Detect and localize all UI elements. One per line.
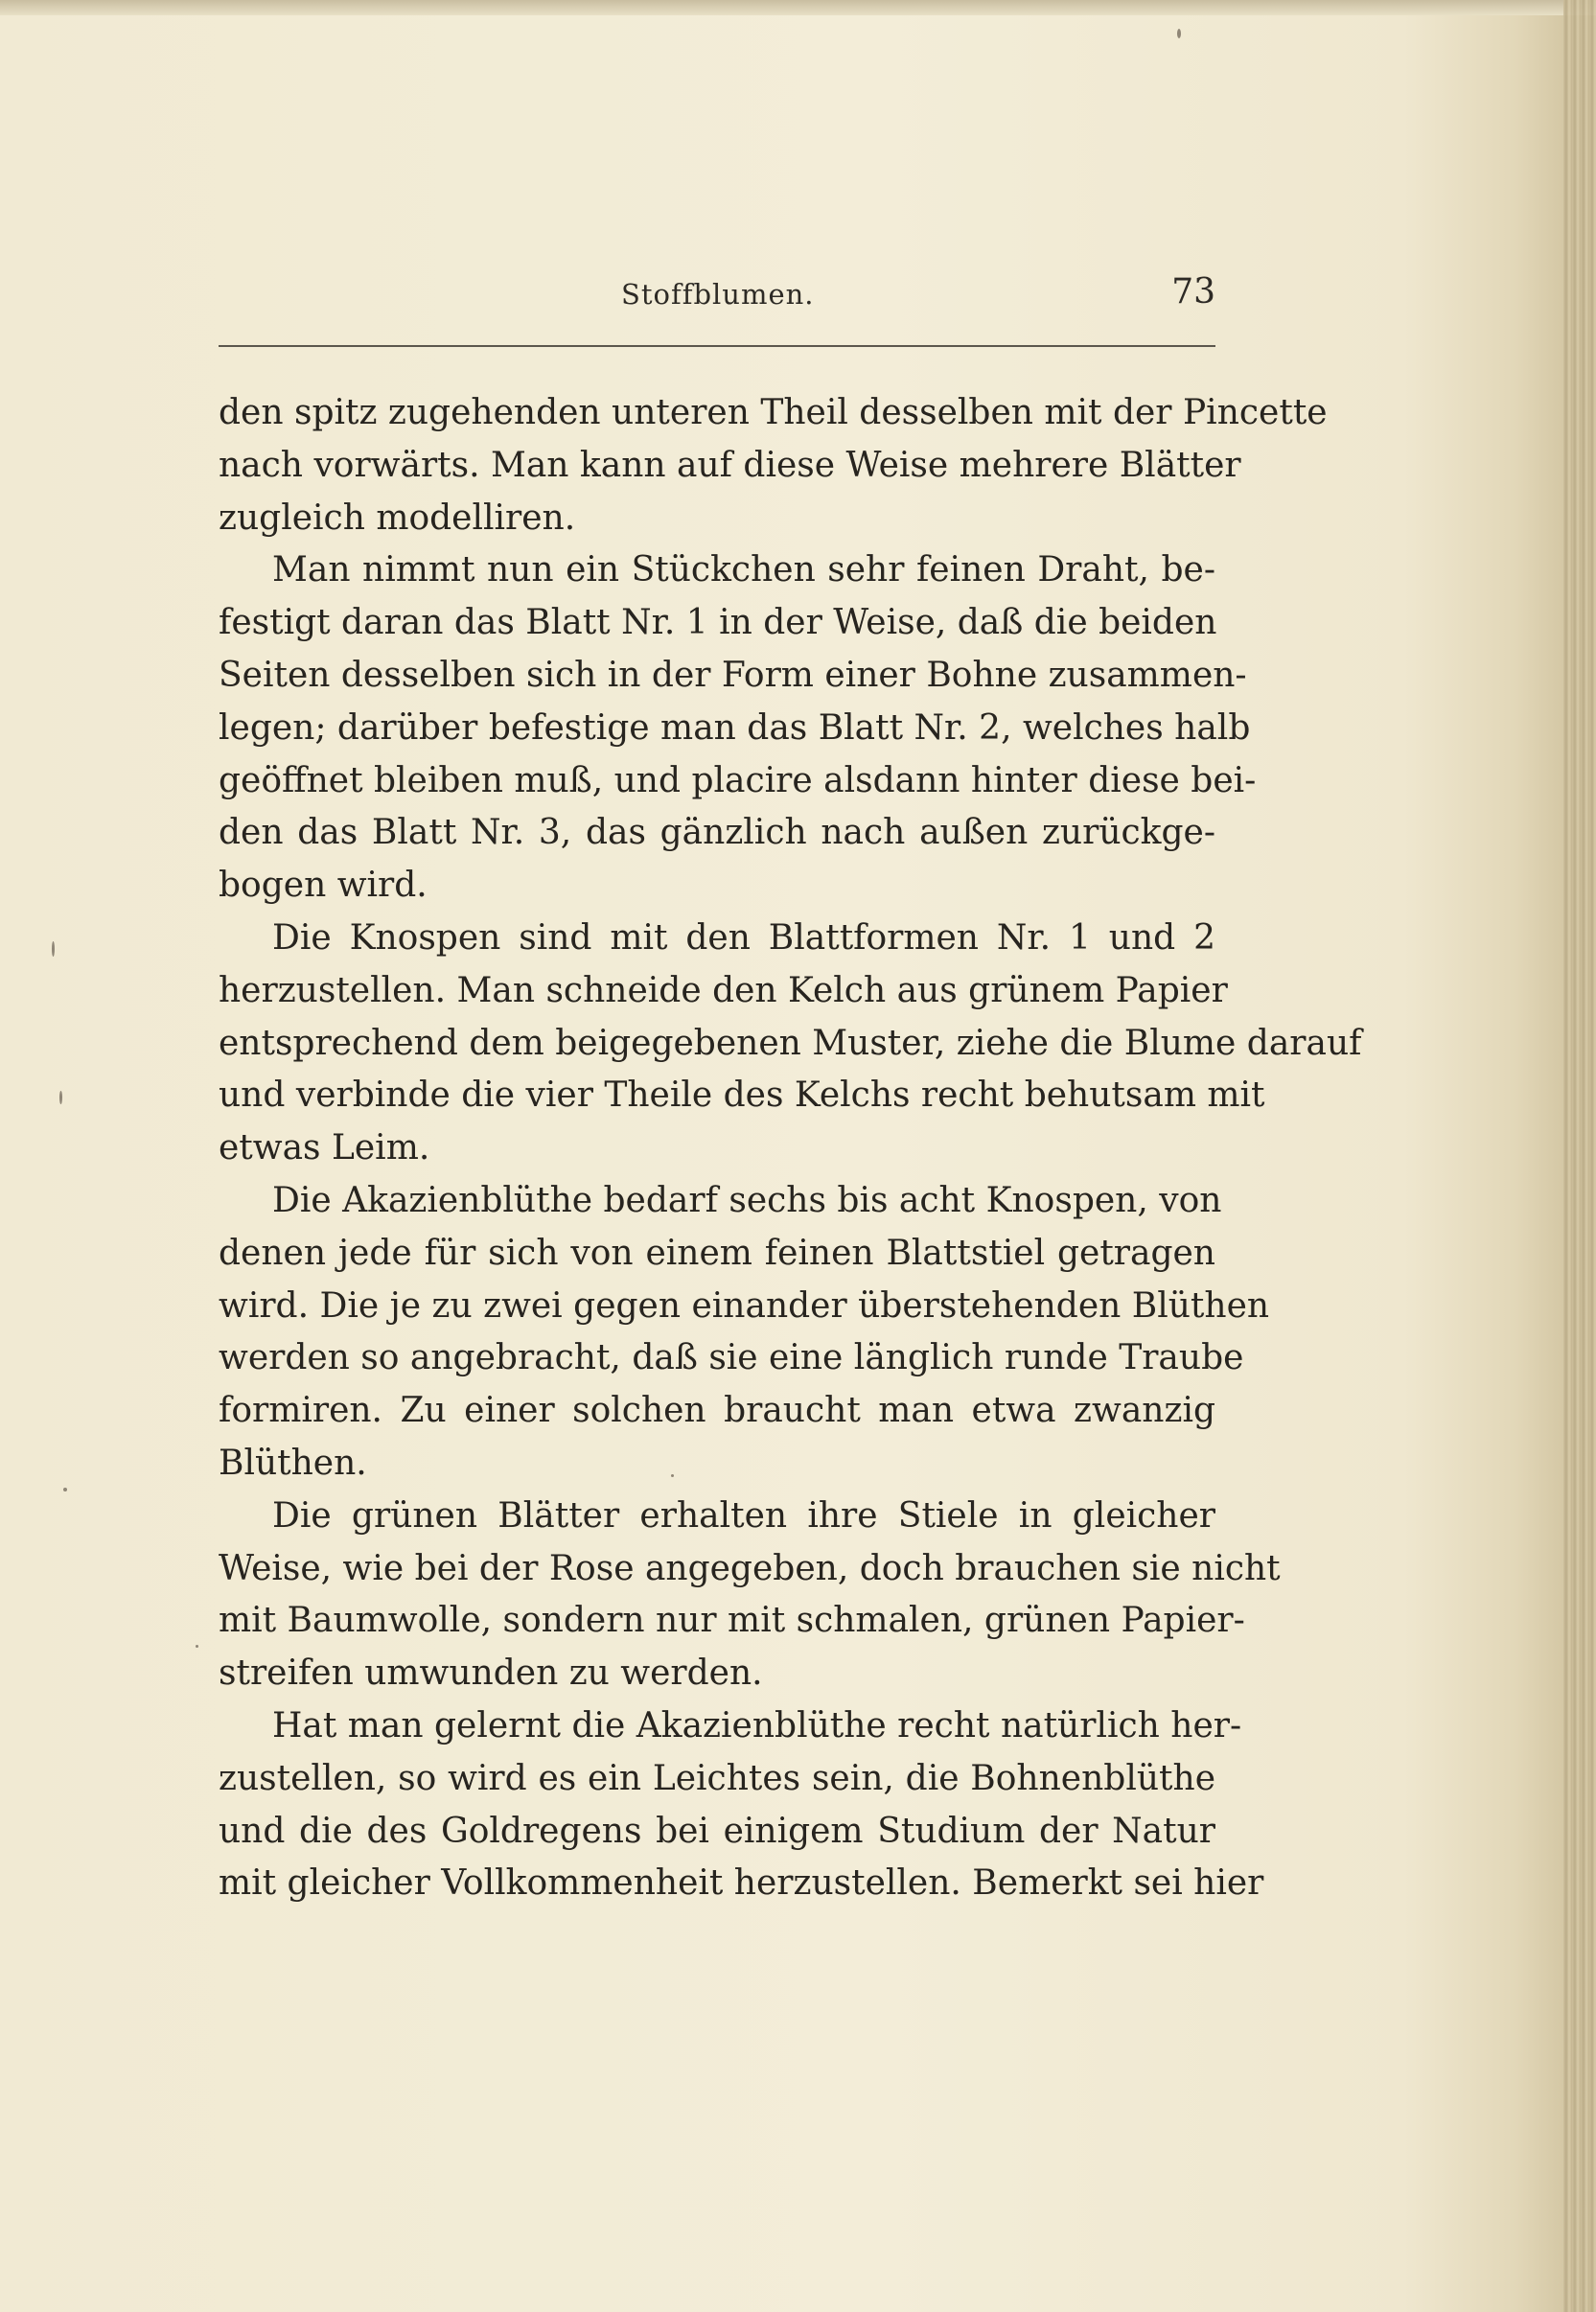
text-line: legen; darüber befestige man das Blatt Nr. 2, welches halb: [219, 707, 1251, 748]
paper-speck: [196, 1645, 198, 1648]
text-line: zugleich modelliren.: [219, 497, 576, 538]
text-line: Weise, wie bei der Rose angegeben, doch brauchen sie nicht: [219, 1548, 1281, 1588]
text-line: Hat man gelernt die Akazienblüthe recht natürlich her-: [272, 1705, 1242, 1746]
text-line: bogen wird.: [219, 866, 428, 906]
text-line: herzustellen. Man schneide den Kelch aus grünem Papier: [219, 970, 1228, 1010]
text-line: und die des Goldregens bei einigem Studium der Natur: [219, 1811, 1215, 1851]
paper-speck: [671, 1474, 674, 1477]
body-text: [219, 387, 1362, 1910]
text-line: mit gleicher Vollkommenheit herzustellen. Bemerkt sei hier: [219, 1863, 1264, 1904]
text-line: entsprechend dem beigegebenen Muster, ziehe die Blume darauf: [219, 1023, 1362, 1063]
header-rule: [219, 345, 1215, 347]
text-line: denen jede für sich von einem feinen Blattstiel getragen: [219, 1233, 1215, 1273]
page-number: 73: [1171, 272, 1215, 312]
page-top-edge: [0, 0, 1596, 15]
paper-speck: [1177, 29, 1181, 38]
page-gutter-edge: [1563, 0, 1596, 2312]
text-line: Man nimmt nun ein Stückchen sehr feinen Draht, be-: [272, 550, 1215, 590]
text-line: formiren. Zu einer solchen braucht man etwa zwanzig: [219, 1391, 1215, 1431]
text-line: zustellen, so wird es ein Leichtes sein, die Bohnenblüthe: [219, 1758, 1215, 1798]
text-line: den spitz zugehenden unteren Theil desselben mit der Pincette: [219, 393, 1328, 432]
running-head-title: Stoffblumen.: [621, 278, 815, 311]
text-line: Die Akazienblüthe bedarf sechs bis acht Knospen, von: [272, 1180, 1222, 1220]
text-line: Die grünen Blätter erhalten ihre Stiele in gleicher: [272, 1495, 1215, 1536]
text-line: wird. Die je zu zwei gegen einander überstehenden Blüthen: [219, 1285, 1270, 1326]
text-line: Blüthen.: [219, 1443, 367, 1483]
text-line: Seiten desselben sich in der Form einer Bohne zusammen-: [219, 655, 1247, 695]
running-head: [219, 272, 1215, 326]
text-line: nach vorwärts. Man kann auf diese Weise mehrere Blätter: [219, 445, 1241, 485]
text-line: den das Blatt Nr. 3, das gänzlich nach außen zurückge-: [219, 813, 1215, 853]
text-line: Die Knospen sind mit den Blattformen Nr. 1 und 2: [272, 917, 1215, 958]
paper-speck: [52, 941, 55, 957]
text-line: festigt daran das Blatt Nr. 1 in der Weise, daß die beiden: [219, 603, 1217, 643]
paper-speck: [63, 1488, 67, 1491]
text-line: mit Baumwolle, sondern nur mit schmalen, grünen Papier-: [219, 1601, 1245, 1641]
text-line: etwas Leim.: [219, 1128, 430, 1168]
paper-speck: [59, 1091, 62, 1104]
text-line: streifen umwunden zu werden.: [219, 1653, 763, 1694]
text-line: geöffnet bleiben muß, und placire alsdann hinter diese bei-: [219, 760, 1257, 800]
text-line: werden so angebracht, daß sie eine länglich runde Traube: [219, 1338, 1244, 1378]
text-line: und verbinde die vier Theile des Kelchs recht behutsam mit: [219, 1075, 1265, 1116]
